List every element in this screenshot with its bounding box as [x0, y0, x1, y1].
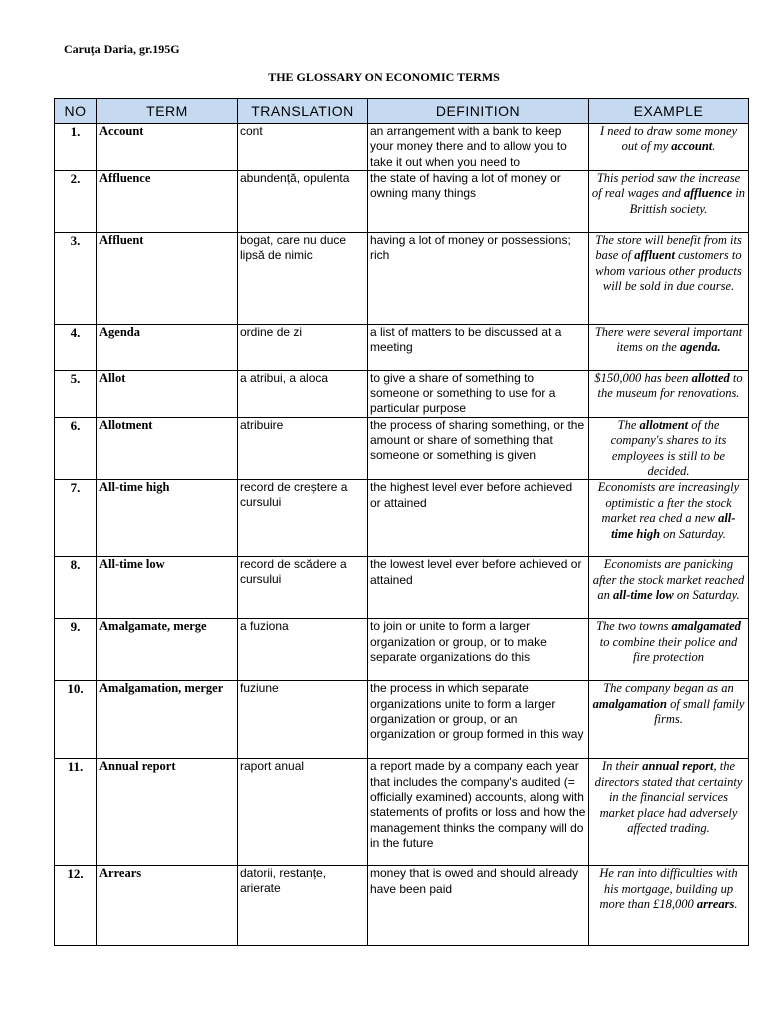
- term-cell: Account: [97, 124, 238, 171]
- table-header-row: [55, 99, 749, 124]
- example-text-end: customers to whom various other products will be sold in due course.: [595, 248, 742, 294]
- translation-cell: raport anual: [238, 759, 368, 866]
- table-row: [55, 232, 749, 324]
- row-number: 8.: [55, 557, 97, 619]
- example-cell: [589, 866, 749, 946]
- translation-cell: ordine de zi: [238, 324, 368, 370]
- table-row: [55, 619, 749, 681]
- definition-cell: to give a share of something to someone or something to use for a particular purpose: [368, 370, 589, 417]
- row-number: 11.: [55, 759, 97, 866]
- example-term: annual report: [642, 759, 714, 774]
- example-cell: [589, 619, 749, 681]
- document-title: THE GLOSSARY ON ECONOMIC TERMS: [268, 70, 500, 84]
- example-text: The company began as an: [603, 681, 734, 696]
- definition-cell: a report made by a company each year that includes the company's audited (= officially examined) accounts, along with statements of profits or loss and how the management thinks the company will do in the future: [368, 759, 589, 866]
- example-cell: [589, 759, 749, 866]
- term-cell: All-time high: [97, 480, 238, 557]
- example-term: all-time low: [613, 588, 674, 603]
- example-text-end: to the museum for renovations.: [597, 370, 743, 401]
- example-term: all-time high: [611, 511, 736, 541]
- table-row: [55, 417, 749, 480]
- table-row: [55, 370, 749, 417]
- definition-cell: an arrangement with a bank to keep your money there and to allow you to take it out when you need to: [368, 124, 589, 171]
- example-text-end: to combine their police and fire protection: [599, 634, 738, 665]
- definition-cell: the process in which separate organizations unite to form a larger organization or group, or an organization or group formed in this way: [368, 681, 589, 759]
- definition-cell: having a lot of money or possessions; rich: [368, 232, 589, 324]
- row-number: 3.: [55, 232, 97, 324]
- example-text: The: [617, 417, 640, 432]
- example-text: In their: [601, 759, 643, 774]
- term-cell: Allot: [97, 370, 238, 417]
- term-cell: Allotment: [97, 417, 238, 480]
- example-term: affluent: [634, 248, 675, 263]
- row-number: 10.: [55, 681, 97, 759]
- example-cell: [589, 681, 749, 759]
- header-no: NO: [55, 99, 97, 124]
- row-number: 4.: [55, 324, 97, 370]
- example-text-end: , the directors stated that certainty in the financial services market place had adversely affected trading.: [594, 759, 743, 836]
- example-text-end: on Saturday.: [660, 526, 726, 541]
- example-text: $150,000 has been: [594, 370, 692, 385]
- example-text: The store will benefit from its base of: [595, 232, 742, 263]
- translation-cell: a fuziona: [238, 619, 368, 681]
- definition-cell: the lowest level ever before achieved or attained: [368, 557, 589, 619]
- row-number: 2.: [55, 170, 97, 232]
- example-cell: [589, 324, 749, 370]
- term-cell: All-time low: [97, 557, 238, 619]
- row-number: 1.: [55, 124, 97, 171]
- term-cell: Annual report: [97, 759, 238, 866]
- example-term: allotted: [691, 370, 730, 385]
- example-text: This period saw the increase of real wages and: [591, 170, 741, 201]
- example-text-end: of the company's shares to its employees is still to be decided.: [610, 417, 727, 478]
- example-cell: [589, 480, 749, 557]
- term-cell: Amalgamate, merge: [97, 619, 238, 681]
- row-number: 12.: [55, 866, 97, 946]
- table-row: [55, 681, 749, 759]
- example-term: amalgamation: [592, 696, 667, 711]
- translation-cell: cont: [238, 124, 368, 171]
- term-cell: Amalgamation, merger: [97, 681, 238, 759]
- example-term: account: [671, 139, 713, 154]
- definition-cell: the process of sharing something, or the amount or share of something that someone or something is given: [368, 417, 589, 480]
- glossary-table: [54, 98, 749, 946]
- header-translation: TRANSLATION: [238, 99, 368, 124]
- row-number: 6.: [55, 417, 97, 480]
- example-text-end: of small family firms.: [654, 696, 745, 727]
- example-cell: [589, 232, 749, 324]
- definition-cell: the state of having a lot of money or owning many things: [368, 170, 589, 232]
- example-text-end: on Saturday.: [673, 588, 740, 603]
- example-text: Economists are panicking after the stock market reached an: [592, 557, 745, 603]
- example-text: The two towns: [596, 619, 672, 634]
- definition-cell: the highest level ever before achieved or attained: [368, 480, 589, 557]
- translation-cell: fuziune: [238, 681, 368, 759]
- translation-cell: datorii, restanțe, arierate: [238, 866, 368, 946]
- header-definition: DEFINITION: [368, 99, 589, 124]
- example-cell: [589, 557, 749, 619]
- example-cell: [589, 370, 749, 417]
- example-term: arrears: [696, 897, 735, 912]
- table-row: [55, 170, 749, 232]
- term-cell: Affluence: [97, 170, 238, 232]
- example-term: agenda.: [679, 340, 721, 355]
- example-text: There were several important items on the: [594, 324, 743, 355]
- example-term: affluence: [683, 186, 733, 201]
- definition-cell: money that is owed and should already have been paid: [368, 866, 589, 946]
- example-cell: [589, 417, 749, 480]
- translation-cell: abundență, opulenta: [238, 170, 368, 232]
- term-cell: Agenda: [97, 324, 238, 370]
- translation-cell: bogat, care nu duce lipsă de nimic: [238, 232, 368, 324]
- row-number: 5.: [55, 370, 97, 417]
- translation-cell: record de creștere a cursului: [238, 480, 368, 557]
- example-term: allotment: [639, 417, 689, 432]
- definition-cell: to join or unite to form a larger organization or group, or to make separate organizations do this: [368, 619, 589, 681]
- author-line: Caruța Daria, gr.195G: [64, 42, 180, 56]
- translation-cell: atribuire: [238, 417, 368, 480]
- header-example: EXAMPLE: [589, 99, 749, 124]
- header-term: TERM: [97, 99, 238, 124]
- table-row: [55, 124, 749, 171]
- row-number: 9.: [55, 619, 97, 681]
- table-row: [55, 866, 749, 946]
- translation-cell: record de scădere a cursului: [238, 557, 368, 619]
- row-number: 7.: [55, 480, 97, 557]
- definition-cell: a list of matters to be discussed at a meeting: [368, 324, 589, 370]
- table-row: [55, 759, 749, 866]
- example-text-end: .: [734, 897, 738, 912]
- example-text-end: .: [712, 139, 716, 154]
- example-term: amalgamated: [671, 619, 741, 634]
- translation-cell: a atribui, a aloca: [238, 370, 368, 417]
- example-text: He ran into difficulties with his mortgage, building up more than £18,000: [599, 866, 738, 912]
- table-row: [55, 324, 749, 370]
- example-text: I need to draw some money out of my: [599, 124, 738, 154]
- example-cell: [589, 170, 749, 232]
- table-row: [55, 480, 749, 557]
- term-cell: Arrears: [97, 866, 238, 946]
- term-cell: Affluent: [97, 232, 238, 324]
- table-row: [55, 557, 749, 619]
- example-text-end: in Brittish society.: [629, 186, 746, 216]
- example-cell: [589, 124, 749, 171]
- example-text: Economists are increasingly optimistic a fter the stock market rea ched a new: [597, 480, 740, 526]
